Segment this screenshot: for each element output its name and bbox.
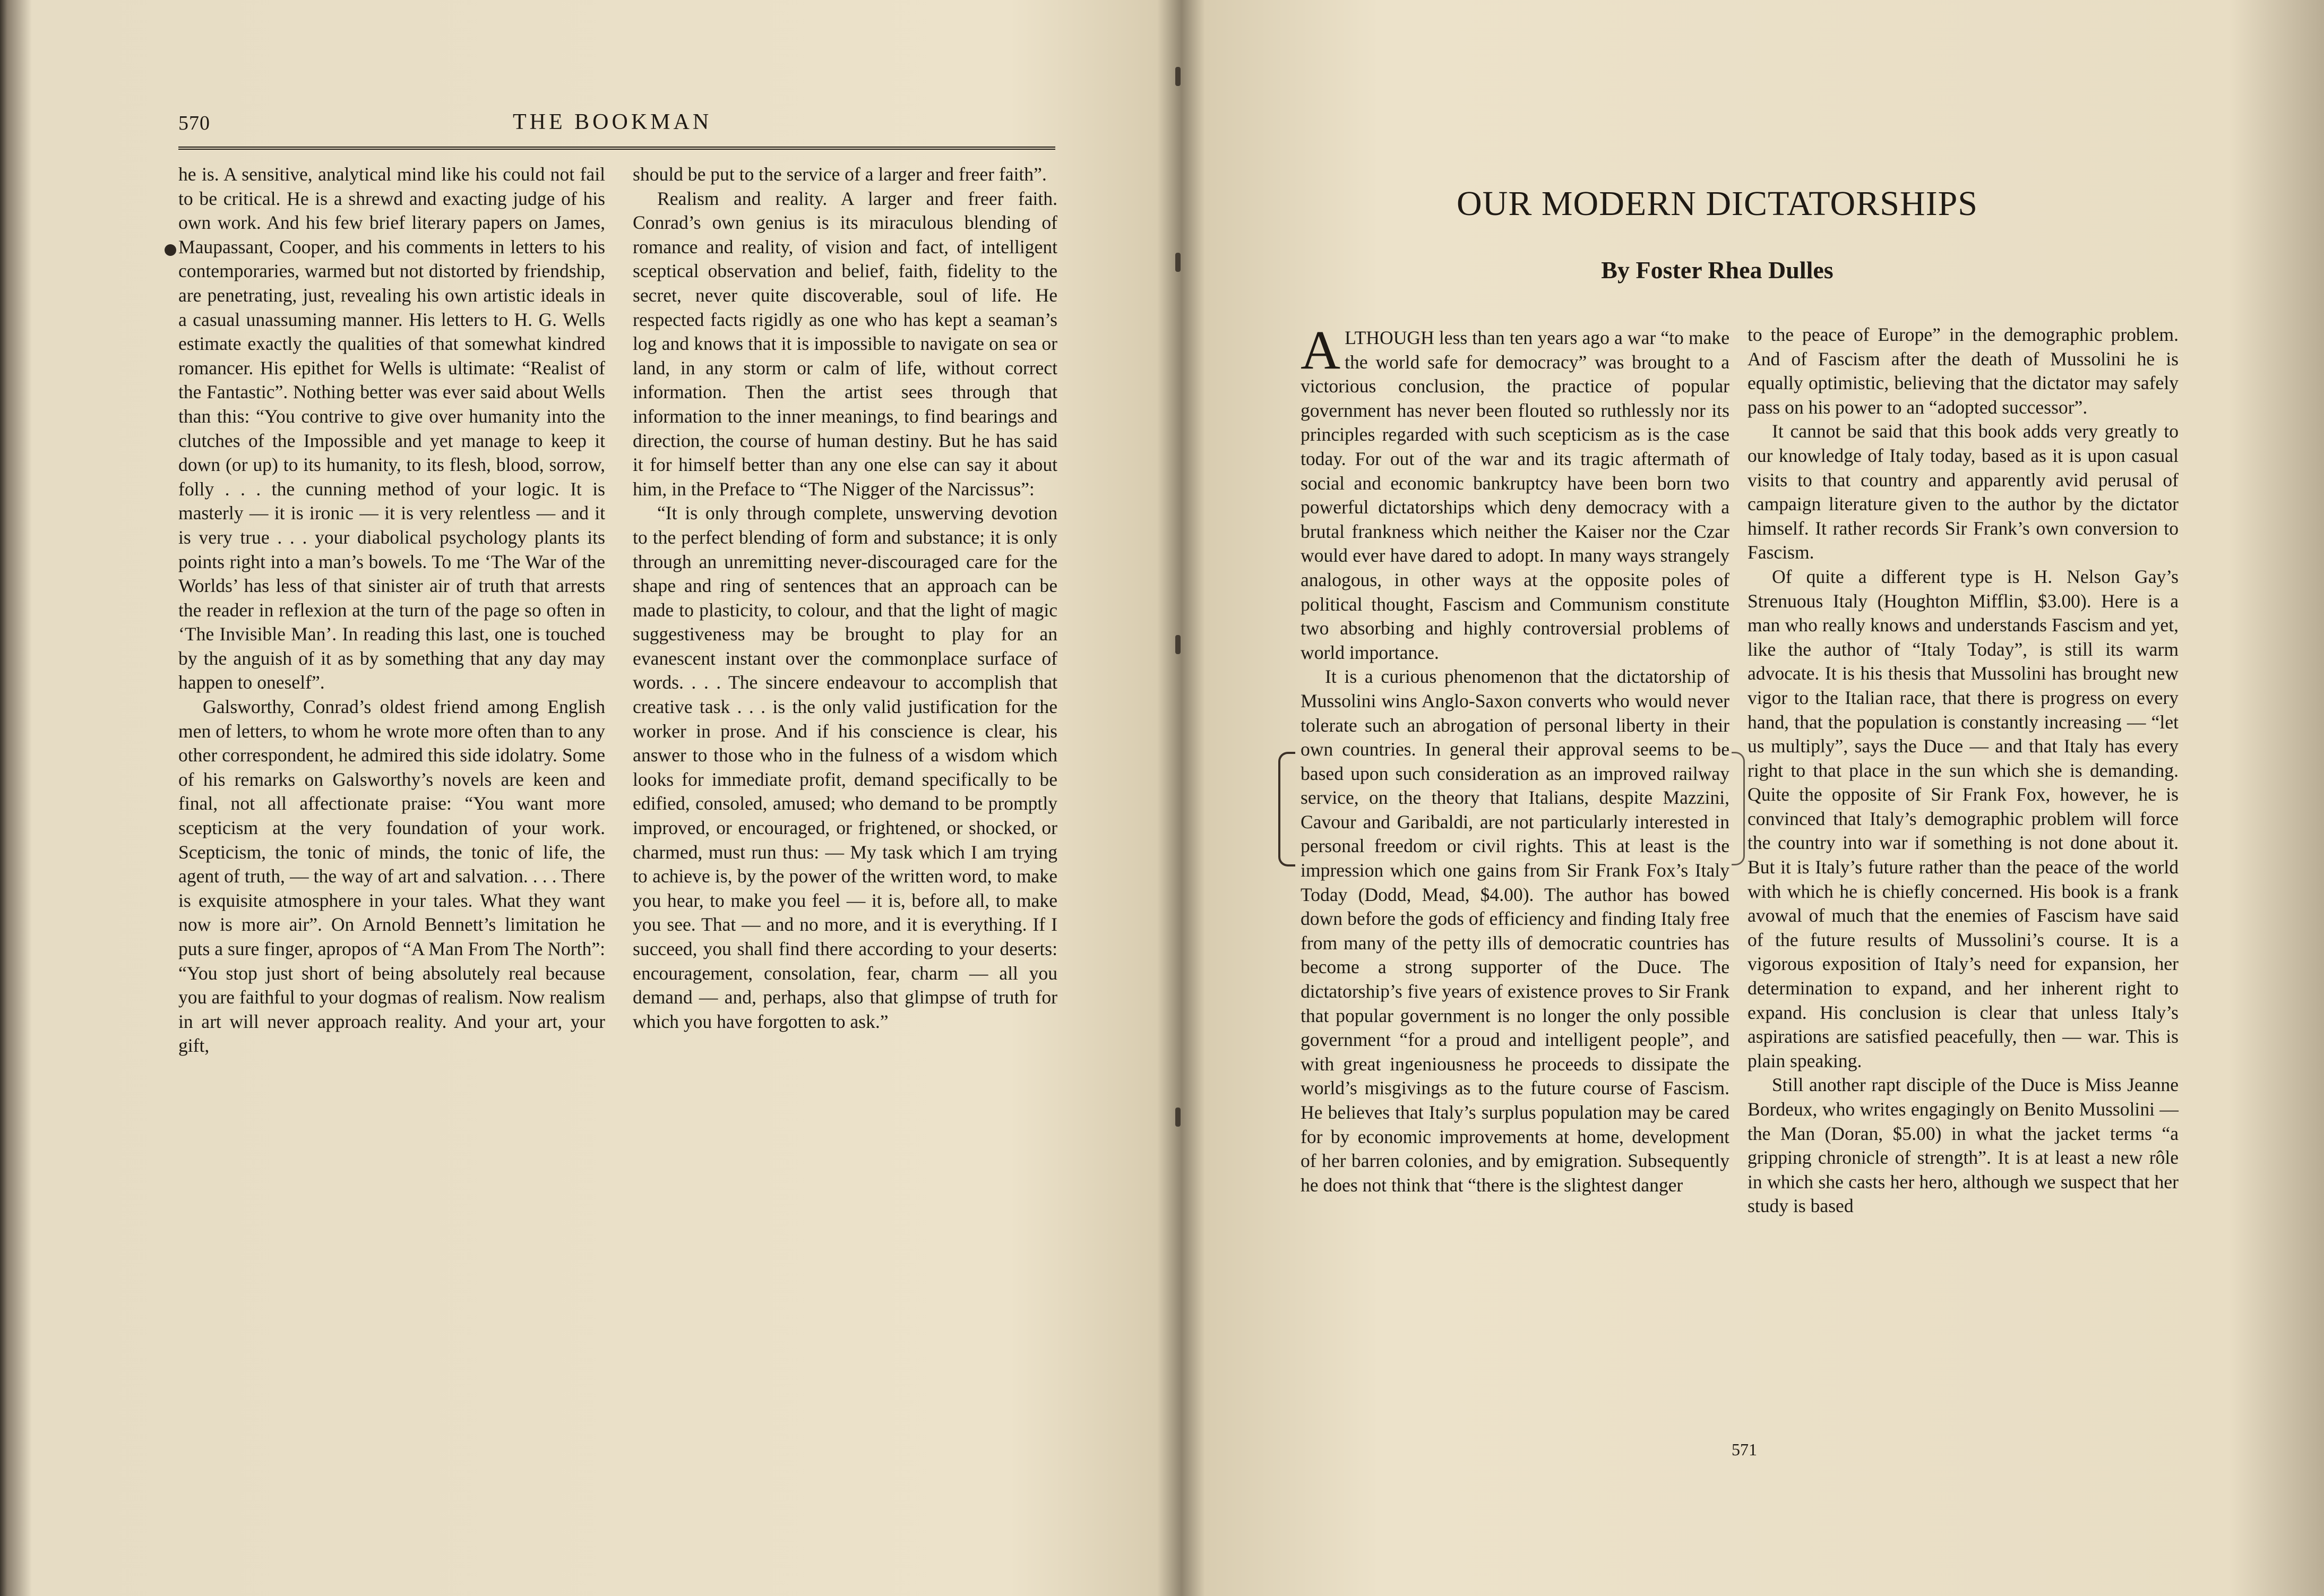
- left-column-1: [178, 162, 605, 1058]
- page-number-right: 571: [1732, 1440, 1757, 1459]
- right-column-1: [1301, 320, 1729, 1197]
- running-head: [178, 104, 1055, 150]
- left-column-2: [633, 162, 1057, 1034]
- pencil-bracket-right: [1732, 752, 1745, 865]
- page-number-left: 570: [178, 112, 210, 134]
- paragraph: to the peace of Europe” in the demographic problem. And of Fascism after the death of Mussolini he is equally optimistic, believing that the dictator may safely pass on his power to an “adopted successor”.: [1748, 324, 2179, 418]
- paragraph: should be put to the service of a larger and freer faith”.: [633, 164, 1047, 185]
- ink-blot-mark: [165, 244, 176, 256]
- paragraph: Still another rapt disciple of the Duce is Miss Jeanne Bordeux, who writes engagingly on Benito Mussolini — the Man (Doran, $5.00) in what the jacket terms “a gripping chronicle of strength”. It is at least a new rôle in which she casts her hero, although we suspect that her study is based: [1748, 1074, 2179, 1217]
- drop-cap: A: [1301, 320, 1341, 381]
- paragraph: Realism and reality. A larger and freer faith. Conrad’s own genius is its miraculous blending of romance and reality, of vision and fact, of intelligent sceptical observation and belief, faith, fidelity to the secret, never quite discoverable, soul of life. He respected facts rigidly as one who has kept a seaman’s log and knows that it is impossible to navigate on sea or land, in any storm or calm of life, without correct information. Then the artist sees through that information to the inner meanings, to find bearings and direction, the course of human destiny. But he has said it for himself better than any one else can say it about him, in the Preface to “The Nigger of the Narcissus”:: [633, 187, 1057, 500]
- pencil-bracket-left: [1278, 752, 1295, 866]
- gutter-thread-mark: [1175, 1108, 1181, 1127]
- paragraph: “It is only through complete, unswerving devotion to the perfect blending of form and substance; it is only through an unremitting never-discouraged care for the shape and ring of sentences that an approach can be made to plasticity, to colour, and that the light of magic suggestiveness may be brought to play for an evanescent instant over the commonplace surface of words. . . . The sincere endeavour to accomplish that creative task . . . is the only valid justification for the worker in prose. And if his conscience is clear, his answer to those who in the fulness of a wisdom which looks for immediate profit, demand specifically to be edified, consoled, amused; who demand to be promptly improved, or encouraged, or frightened, or shocked, or charmed, must run thus: — My task which I am trying to achieve is, by the power of the written word, to make you hear, to make you feel — it is, before all, to make you see. That — and no more, and it is everything. If I succeed, you shall find there according to your deserts: encouragement, consolation, fear, charm — all you demand — and, perhaps, also that glimpse of truth for which you have forgotten to ask.”: [633, 502, 1057, 1032]
- paragraph-text: LTHOUGH less than ten years ago a war “to make the world safe for democracy” was brought to a victorious conclusion, the practice of popular government has never been flouted so ruthlessly nor its principles regarded with such scepticism as is the case today. For out of the war and its tragic aftermath of social and economic bankruptcy have been born two powerful dictatorships which deny democracy with a brutal frankness which neither the Kaiser nor the Czar would ever have dared to adopt. In many ways strangely analogous, in other ways at the opposite poles of political thought, Fascism and Communism constitute two absorbing and highly controversial problems of world importance.: [1301, 327, 1729, 663]
- gutter-thread-mark: [1175, 253, 1181, 272]
- article-title: OUR MODERN DICTATORSHIPS: [1457, 184, 1978, 223]
- paragraph: he is. A sensitive, analytical mind like his could not fail to be critical. He is a shrewd and exacting judge of his own work. And his few brief literary papers on James, Maupassant, Cooper, and his comments in letters to his contemporaries, warmed but not distorted by friendship, are penetrating, just, revealing his own artistic ideals in a casual unassuming manner. His letters to H. G. Wells estimate exactly the qualities of that somewhat kindred romancer. His epithet for Wells is ultimate: “Realist of the Fantastic”. Nothing better was ever said about Wells than this: “You contrive to give over humanity into the clutches of the Impossible and yet manage to keep it down (or up) to its humanity, to its flesh, blood, sorrow, folly . . . the cunning method of your logic. It is masterly — it is ironic — it is very relentless — and it is very true . . . your diabolical psychology plants its points right into a man’s bowels. To me ‘The War of the Worlds’ has less of that sinister air of truth that arrests the reader in reflexion at the turn of the page so often in ‘The Invisible Man’. In reading this last, one is touched by the anguish of it as by something that any day may happen to oneself”.: [178, 164, 605, 693]
- paragraph: Galsworthy, Conrad’s oldest friend among English men of letters, to whom he wrote more often than to any other correspondent, he admired this side idolatry. Some of his remarks on Galsworthy’s novels are keen and final, not all affectionate praise: “You want more scepticism at the very foundation of your work. Scepticism, the tonic of minds, the tonic of life, the agent of truth, — the way of art and salvation. . . . There is exquisite atmosphere in your tales. What they want now is more air”. On Arnold Bennett’s limitation he puts a sure finger, apropos of “A Man From The North”: “You stop just short of being absolutely real because you are faithful to your dogmas of realism. Now realism in art will never approach reality. And your art, your gift,: [178, 696, 605, 1057]
- magazine-title: THE BOOKMAN: [513, 110, 712, 134]
- article-byline: By Foster Rhea Dulles: [1601, 256, 1834, 284]
- paragraph: [1301, 320, 1729, 665]
- paragraph: It is a curious phenomenon that the dictatorship of Mussolini wins Anglo-Saxon converts who would never tolerate such an abrogation of personal liberty in their own countries. In general their approval seems to be based upon such consideration as an improved railway service, on the theory that Italians, despite Mazzini, Cavour and Garibaldi, are not particularly interested in personal freedom or civil rights. This at least is the impression which one gains from Sir Frank Fox’s Italy Today (Dodd, Mead, $4.00). The author has bowed down before the gods of efficiency and finding Italy free from many of the petty ills of democratic countries has become a strong supporter of the Duce. The dictatorship’s five years of existence proves to Sir Frank that popular government is no longer the only possible government “for a proud and intelligent people”, and with great ingeniousness he proceeds to dissipate the world’s misgivings as to the future course of Fascism. He believes that Italy’s surplus population may be cared for by economic improvements at home, development of her barren colonies, and by emigration. Subsequently he does not think that “there is the slightest danger: [1301, 666, 1729, 1196]
- paragraph: It cannot be said that this book adds very greatly to our knowledge of Italy today, based as it is upon casual visits to that country and apparently avid perusal of campaign literature given to the author by the dictator himself. It rather records Sir Frank’s own conversion to Fascism.: [1748, 421, 2179, 563]
- paragraph: Of quite a different type is H. Nelson Gay’s Strenuous Italy (Houghton Mifflin, $3.00). Here is a man who really knows and understands Fascism and yet, like the author of “Italy Today”, is still its warm advocate. It is his thesis that Mussolini has brought new vigor to the Italian race, that there is progress on every hand, that the population is constantly increasing — “let us multiply”, says the Duce — and that Italy has every right to that place in the sun which she is demanding. Quite the opposite of Sir Frank Fox, however, he is convinced that Italy’s demographic problem will force the country into war if something is not done about it. But it is Italy’s future rather than the peace of the world with which he is chiefly concerned. His book is a frank avowal of much that the enemies of Fascism have said of the future results of Mussolini’s course. It is a vigorous exposition of Italy’s need for expansion, her determination to expand, and her inherent right to expand. His conclusion is clear that unless Italy’s aspirations are satisfied peacefully, then — war. This is plain speaking.: [1748, 565, 2179, 1071]
- gutter-thread-mark: [1175, 635, 1181, 654]
- right-column-2: [1748, 323, 2179, 1219]
- gutter-thread-mark: [1175, 67, 1181, 86]
